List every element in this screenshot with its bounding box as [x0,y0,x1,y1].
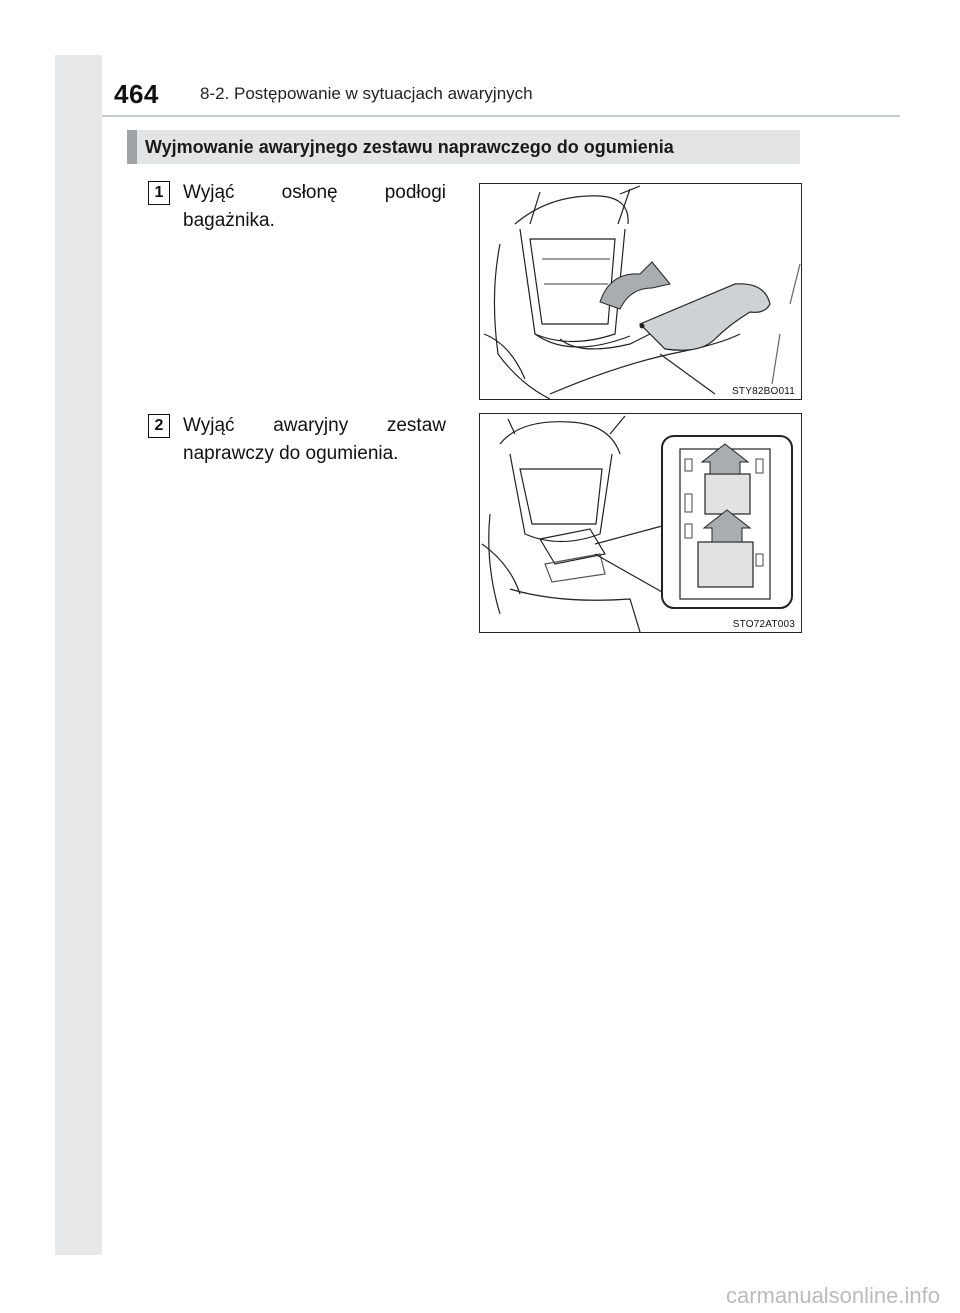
section-heading [127,130,800,164]
step-instruction: Wyjąć osłonę podłogi bagażnika. [183,182,446,231]
figure-code: STY82BO011 [732,386,795,397]
step-number-badge: 2 [148,414,170,438]
trunk-floor-cover-illustration [480,184,801,399]
header-rule [102,115,900,117]
figure-code: STO72AT003 [732,619,795,630]
figure-remove-repair-kit [479,413,802,633]
step-1 [148,179,448,239]
step-instruction: Wyjąć awaryjny zestaw naprawczy do ogumienia. [183,415,446,464]
page-number: 464 [114,79,159,109]
repair-kit-location-illustration [480,414,801,632]
page-header [102,55,900,117]
step-number-badge: 1 [148,181,170,205]
chapter-title: 8-2. Postępowanie w sytuacjach awaryjnych [200,84,533,103]
section-heading-accent [127,130,137,164]
section-title: Wyjmowanie awaryjnego zestawu naprawczego do ogumienia [145,137,674,157]
side-margin-strip [55,55,102,1255]
footer-watermark: carmanualsonline.info [725,1283,940,1308]
figure-remove-floor-cover [479,183,802,400]
step-2 [148,412,448,472]
